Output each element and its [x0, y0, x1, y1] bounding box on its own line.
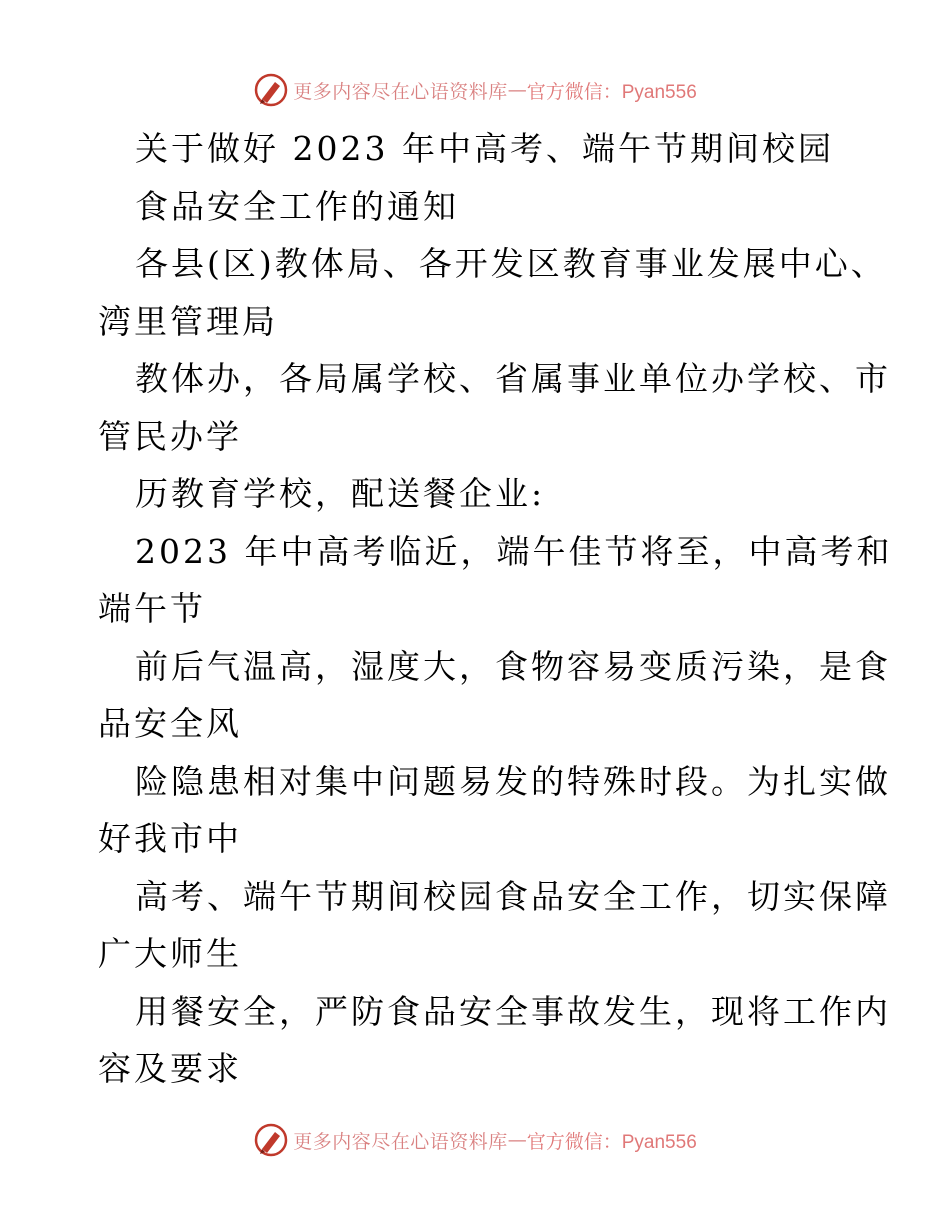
text-line: 用餐安全，严防食品安全事故发生，现将工作内: [135, 991, 891, 1031]
text-line: 教体办，各局属学校、省属事业单位办学校、市: [135, 359, 891, 398]
text-line: 管民办学: [98, 416, 242, 456]
document-title-line-2: 食品安全工作的通知: [135, 186, 459, 226]
text-line: 品安全风: [98, 704, 242, 743]
watermark-header: [0, 70, 950, 110]
text-line: 历教育学校，配送餐企业:: [135, 474, 546, 513]
text-line: 各县(区)教体局、各开发区教育事业发展中心、: [135, 244, 887, 283]
watermark-wechat: 官方微信：Pyan556: [526, 1131, 697, 1153]
text-line: 好我市中: [98, 819, 242, 858]
watermark-text: 更多内容尽在心语资料库: [293, 80, 508, 103]
text-line: 高考、端午节期间校园食品安全工作，切实保障: [135, 876, 891, 916]
text-line: 前后气温高，湿度大，食物容易变质污染，是食: [135, 646, 891, 686]
text-line: 湾里管理局: [98, 301, 278, 341]
text-line: 容及要求: [98, 1049, 242, 1088]
document-body: [98, 120, 893, 1098]
text-line: 险隐患相对集中问题易发的特殊时段。为扎实做: [135, 761, 891, 801]
watermark-text: 更多内容尽在心语资料库: [293, 1130, 508, 1153]
watermark-wechat: 官方微信：Pyan556: [526, 81, 697, 103]
text-line: 广大师生: [98, 934, 242, 973]
watermark-footer: [0, 1120, 950, 1160]
watermark-dash: —: [507, 79, 527, 101]
watermark-dash: —: [507, 1129, 527, 1151]
document-title-line-1: 关于做好 2023 年中高考、端午节期间校园: [135, 129, 834, 168]
pen-logo-icon: [253, 1122, 289, 1158]
text-line: 端午节: [98, 589, 206, 628]
pen-logo-icon: [253, 72, 289, 108]
text-line: 2023 年中高考临近，端午佳节将至，中高考和: [135, 531, 893, 571]
